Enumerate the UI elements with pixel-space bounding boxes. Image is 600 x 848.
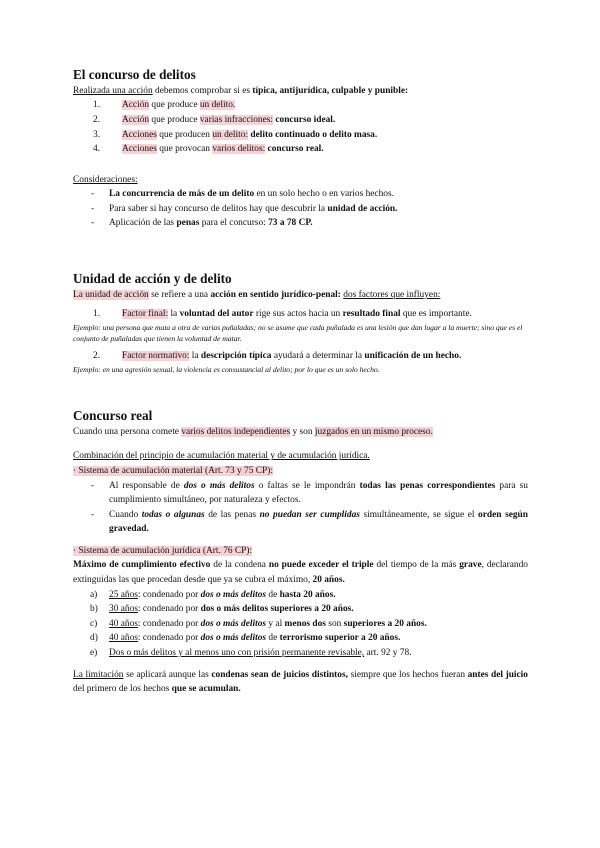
list-marker: e)	[90, 647, 98, 658]
hl-text: varios delitos:	[212, 144, 266, 155]
document-content	[73, 66, 528, 697]
list-marker: 4.	[93, 144, 101, 155]
list-item	[73, 128, 528, 143]
s3-maximo	[73, 558, 528, 587]
list-item	[73, 617, 528, 632]
list-item	[73, 631, 528, 646]
text: Para saber si hay concurso de delitos hay que descubrir la	[109, 203, 328, 214]
s3-intro	[73, 425, 528, 440]
bold-text: superiores a 20 años.	[343, 618, 427, 629]
text: para su cumplimiento simultáneo, por naturaleza y efectos.	[109, 480, 528, 506]
bold-italic-text: dos o más delitos	[200, 589, 267, 600]
text: se refiere a una	[148, 289, 211, 300]
text: en un solo hecho o en varios hechos.	[254, 189, 394, 200]
hl-text: La unidad de acción	[73, 289, 149, 300]
bold-text: unificación de un hecho.	[364, 351, 462, 362]
hl-text: varias infracciones:	[199, 114, 273, 125]
underlined-text: 40 años	[109, 633, 138, 644]
list-marker: 2.	[93, 351, 101, 362]
text: para el concurso:	[199, 218, 269, 229]
list-item	[73, 307, 528, 322]
bold-text: concurso real.	[265, 144, 324, 155]
bold-text: 73 a 78 CP.	[268, 218, 313, 229]
bold-text: terrorismo superior a 20 años.	[279, 633, 401, 644]
bold-text: dos o más delitos superiores a 20 años.	[200, 604, 354, 615]
s1-list	[73, 98, 528, 156]
text: que es importante.	[400, 309, 472, 320]
underlined-text: 25 años	[109, 589, 138, 600]
text: la	[189, 351, 201, 362]
bold-text: descripción típica	[200, 351, 272, 362]
text: simultáneamente, se sigue el	[359, 509, 479, 520]
bold-text: menos dos	[284, 618, 326, 629]
spacer	[73, 537, 528, 544]
list-item	[73, 588, 528, 603]
underlined-text: dos factores que influyen:	[343, 289, 441, 300]
text: y al	[266, 618, 285, 629]
hl-text: Acción	[122, 100, 150, 111]
text: o faltas se le impondrán	[254, 480, 360, 491]
text: , declarando extinguidas las que procedan desde que ya se cubra el máximo,	[73, 560, 528, 586]
bold-italic-text: no puedan ser cumplidas	[259, 509, 360, 520]
text: de	[266, 633, 280, 644]
bold-text: condenas sean de juicios distintos,	[211, 669, 348, 680]
list-item	[73, 98, 528, 113]
list-marker: d)	[90, 633, 98, 644]
bold-text: resultado final	[342, 309, 401, 320]
text: que produce	[149, 114, 200, 125]
bold-text: orden según gravedad.	[109, 509, 528, 535]
list-marker: b)	[90, 604, 98, 615]
bold-text: concurso ideal.	[273, 114, 336, 125]
text: se aplicará aunque las	[123, 669, 212, 680]
bold-text: penas	[176, 218, 200, 229]
s2-factor-2	[73, 349, 528, 364]
text: : condenado por	[137, 618, 201, 629]
bold-text: voluntad del autor	[179, 309, 254, 320]
list-marker: c)	[90, 618, 98, 629]
bold-text: grave	[459, 560, 482, 571]
hl-text: un delito.	[199, 100, 236, 111]
list-marker: -	[91, 480, 95, 491]
list-item	[73, 479, 528, 508]
text: la	[168, 309, 180, 320]
text: de las penas	[204, 509, 260, 520]
list-item	[73, 142, 528, 157]
text: que producen	[156, 129, 213, 140]
s1-considerations-title: Consideraciones:	[73, 174, 138, 185]
list-marker: 3.	[93, 129, 101, 140]
hl-text: · Sistema de acumulación jurídica (Art. 76 CP):	[73, 545, 253, 556]
hl-text: Acción	[122, 114, 150, 125]
s1-intro	[73, 84, 528, 99]
s1-intro-a: Realizada una acción	[73, 85, 153, 96]
list-marker: 1.	[93, 309, 101, 320]
bold-text: todas las penas correspondientes	[359, 480, 496, 491]
hl-text: Acciones	[122, 144, 157, 155]
underlined-text: Combinación del principio de acumulación material y de acumulación jurídica.	[73, 451, 370, 462]
text: de	[266, 589, 280, 600]
text: ayudará a determinar la	[271, 351, 365, 362]
s3-juridica-title	[73, 544, 528, 559]
bold-text: antes del juicio	[467, 669, 528, 680]
hl-text: varios delitos independientes	[181, 426, 291, 437]
list-item	[73, 646, 528, 661]
hl-text: Factor final:	[122, 309, 169, 320]
underlined-text: Dos o más delitos y al menos uno con prisión permanente revisable,	[109, 647, 365, 658]
section-title-concurso-delitos: El concurso de delitos	[73, 67, 196, 82]
section-title-unidad-accion: Unidad de acción y de delito	[73, 271, 232, 287]
list-marker: -	[91, 203, 95, 214]
list-marker: -	[91, 509, 95, 520]
s3-material-title	[73, 464, 528, 479]
list-marker: a)	[90, 589, 98, 600]
list-item	[73, 187, 528, 202]
s2-factor-1	[73, 307, 528, 322]
text: del tiempo de la más	[373, 560, 460, 571]
hl-text: un delito:	[212, 129, 249, 140]
text: : condenado por	[137, 604, 201, 615]
text: : condenado por	[137, 633, 201, 644]
underlined-text: La limitación	[73, 669, 124, 680]
text: del primero de los hechos	[73, 684, 172, 695]
hl-text: juzgados en un mismo proceso.	[314, 426, 433, 437]
bold-italic-text: dos o más delitos	[200, 618, 267, 629]
list-marker: 1.	[93, 100, 101, 111]
bold-text: hasta 20 años.	[279, 589, 336, 600]
list-marker: -	[91, 189, 95, 200]
bold-text: delito continuado o delito masa.	[248, 129, 378, 140]
text: : condenado por	[137, 589, 201, 600]
s3-combination	[73, 449, 528, 464]
list-item	[73, 113, 528, 128]
text: y son	[290, 426, 315, 437]
s1-considerations-list	[73, 187, 528, 231]
text: que produce	[149, 100, 200, 111]
bold-text: acción en sentido jurídico-penal:	[210, 289, 341, 300]
text: de la condena	[210, 560, 269, 571]
list-item	[73, 349, 528, 364]
s1-intro-c: típica, antijurídica, culpable y punible:	[252, 85, 409, 96]
bold-text: Máximo de cumplimiento efectivo	[73, 560, 211, 571]
hl-text: · Sistema de acumulación material (Art. 73 y 75 CP):	[73, 466, 273, 476]
text: Aplicación de las	[109, 218, 177, 229]
s3-limitacion	[73, 668, 528, 697]
s2-example-1: Ejemplo: una persona que mata a otra de varias puñaladas; no se asume que cada puñalada es una lesión que dan lugar a la muerte; sino que es el conjunto de puñaladas que tienen la voluntad de matar.	[73, 322, 523, 344]
s2-intro	[73, 288, 528, 303]
bold-text: 20 años.	[312, 575, 345, 586]
text: Cuando una persona comete	[73, 426, 182, 437]
underlined-text: 30 años	[109, 604, 138, 615]
bold-italic-text: todas o algunas	[141, 509, 205, 520]
list-item	[73, 508, 528, 537]
underlined-text: 40 años	[109, 618, 138, 629]
spacer	[73, 157, 528, 173]
text: Al responsable de	[109, 480, 184, 491]
bold-text: que se acumulan.	[171, 684, 241, 695]
hl-text: Acciones	[122, 129, 157, 140]
s1-intro-b: debemos comprobar si es	[152, 85, 253, 96]
list-item	[73, 216, 528, 231]
hl-text: Factor normativo:	[122, 351, 190, 362]
s3-material-list	[73, 479, 528, 537]
bold-text: La concurrencia de más de un delito	[109, 189, 255, 200]
list-item	[73, 202, 528, 217]
text: son	[325, 618, 344, 629]
list-marker: 2.	[93, 114, 101, 125]
section-title-concurso-real: Concurso real	[73, 408, 153, 424]
s2-example-2: Ejemplo: en una agresión sexual, la violencia es consustancial al delito; por lo que es un solo hecho.	[73, 364, 380, 374]
text: Cuando	[109, 509, 142, 520]
spacer	[73, 231, 528, 270]
s3-alpha-list	[73, 588, 528, 661]
list-marker: -	[91, 218, 95, 229]
text: que provocan	[156, 144, 213, 155]
bold-italic-text: dos o más delitos	[183, 480, 255, 491]
bold-italic-text: dos o más delitos	[200, 633, 267, 644]
text: siempre que los hechos fueran	[348, 669, 468, 680]
spacer	[73, 439, 528, 449]
list-item	[73, 602, 528, 617]
bold-text: no puede exceder el triple	[268, 560, 374, 571]
bold-text: unidad de acción.	[327, 203, 398, 214]
spacer	[73, 375, 528, 407]
spacer	[73, 661, 528, 668]
text: rige sus actos hacia un	[253, 309, 343, 320]
text: art. 92 y 78.	[364, 647, 412, 658]
